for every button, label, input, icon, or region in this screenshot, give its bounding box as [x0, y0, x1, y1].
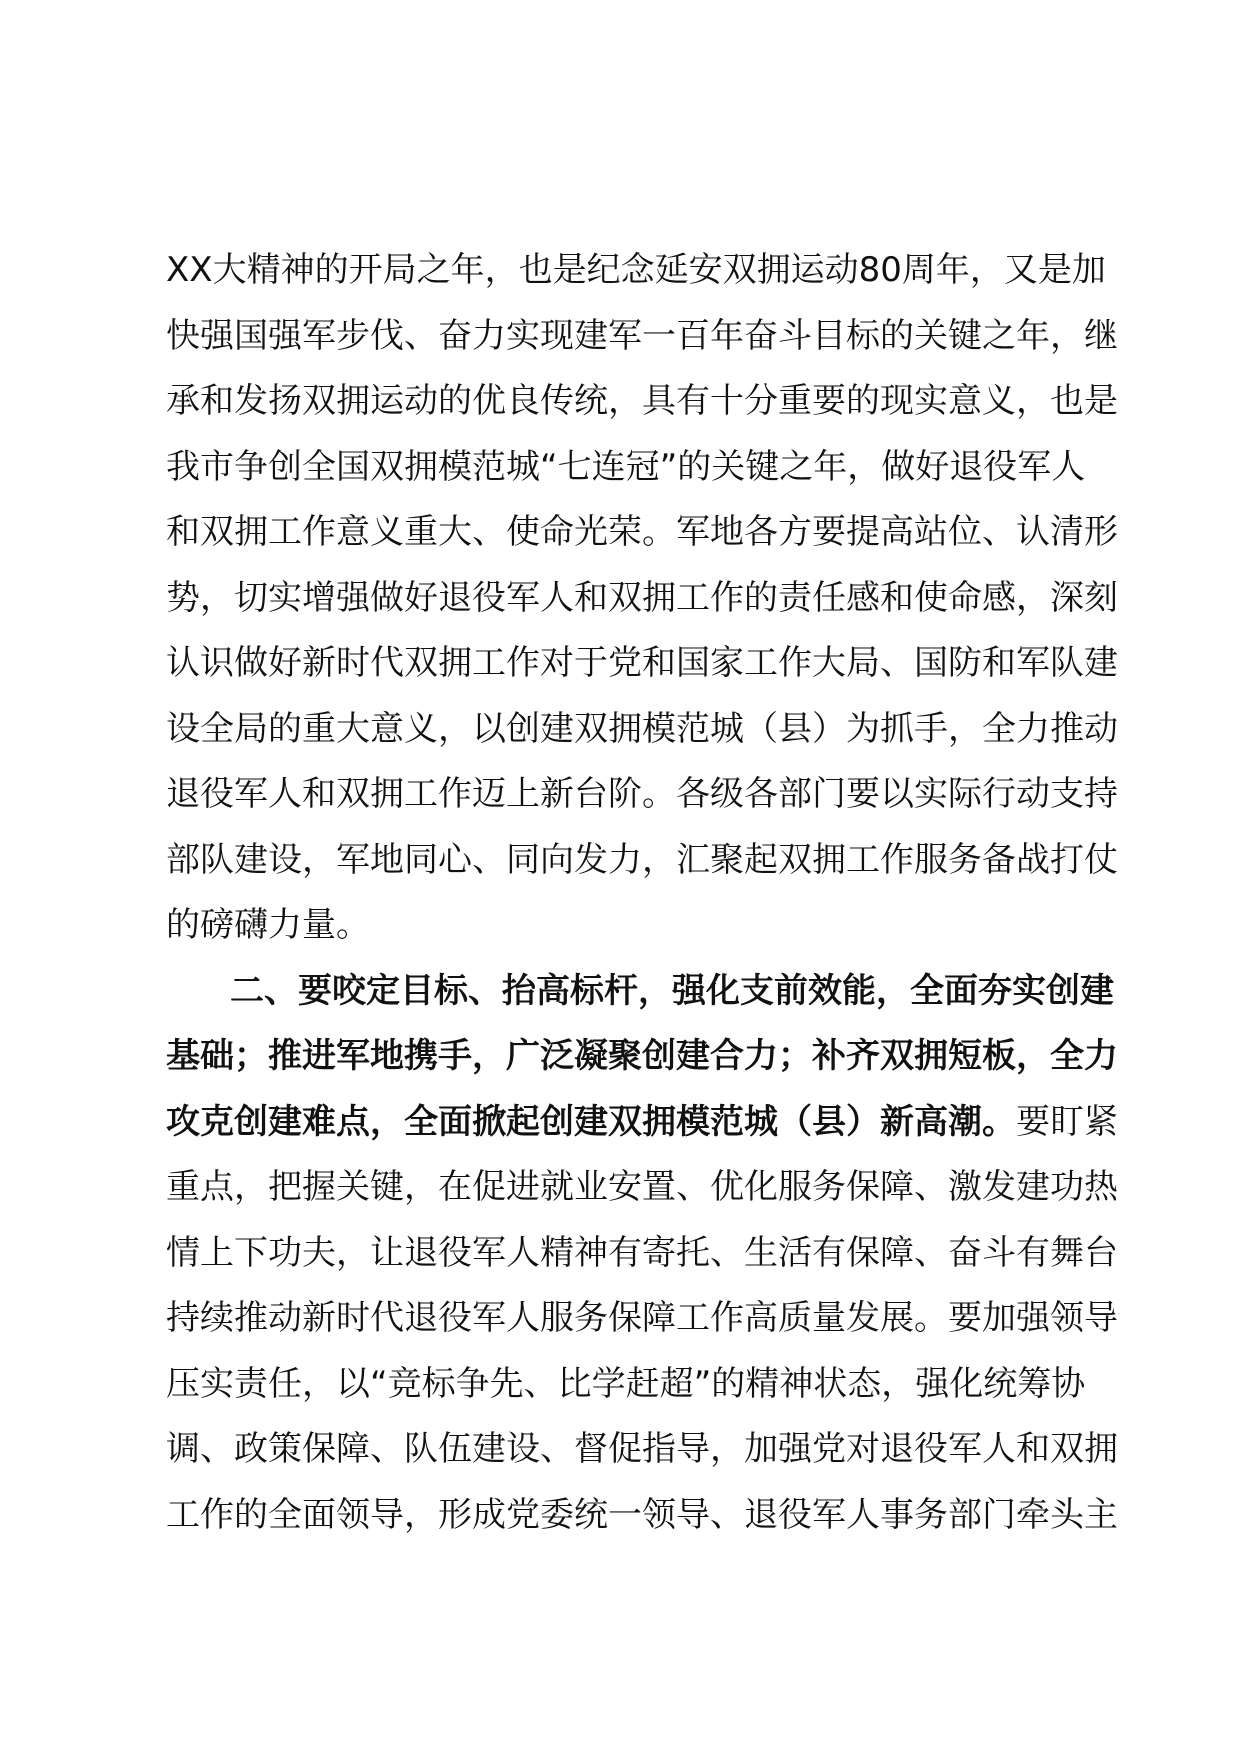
- text-line: 压实责任，以“竞标争先、比学赶超”的精神状态，强化统筹协: [166, 1363, 1086, 1404]
- text-line: 工作的全面领导，形成党委统一领导、退役军人事务部门牵头主: [166, 1494, 1118, 1535]
- section-heading-line: 基础；推进军地携手，广泛凝聚创建合力；补齐双拥短板，全力: [166, 1036, 1118, 1076]
- paragraph-continuation: [166, 238, 1118, 959]
- text-line: 调、政策保障、队伍建设、督促指导，加强党对退役军人和双拥: [166, 1429, 1118, 1469]
- text-line: [166, 1090, 1118, 1156]
- text-line: 重点，把握关键，在促进就业安置、优化服务保障、激发建功热: [166, 1167, 1118, 1207]
- section-heading-line: 二、要咬定目标、抬高标杆，强化支前效能，全面夯实创建: [230, 970, 1114, 1011]
- text-line: 势，切实增强做好退役军人和双拥工作的责任感和使命感，深刻: [166, 577, 1118, 618]
- text-line: 设全局的重大意义，以创建双拥模范城（县）为抓手，全力推动: [166, 708, 1118, 749]
- text-line: 认识做好新时代双拥工作对于党和国家工作大局、国防和军队建: [166, 643, 1118, 683]
- document-body: [166, 238, 1118, 1548]
- text-line: 承和发扬双拥运动的优良传统，具有十分重要的现实意义，也是: [166, 381, 1118, 421]
- section-heading-tail: 攻克创建难点，全面掀起创建双拥模范城（县）新高潮。: [166, 1101, 1016, 1142]
- text-line: 的磅礴力量。: [166, 905, 370, 945]
- text-line: 我市争创全国双拥模范城“七连冠”的关键之年，做好退役军人: [166, 446, 1086, 487]
- text-line: 快强国强军步伐、奋力实现建军一百年奋斗目标的关键之年，继: [166, 315, 1118, 356]
- text-line: 持续推动新时代退役军人服务保障工作高质量发展。要加强领导: [166, 1298, 1118, 1338]
- paragraph-section-two: [166, 959, 1118, 1549]
- text-line: XX大精神的开局之年，也是纪念延安双拥运动80周年，又是加: [166, 250, 1106, 290]
- text-line: 部队建设，军地同心、同向发力，汇聚起双拥工作服务备战打仗: [166, 839, 1118, 880]
- section-body-start: 要盯紧: [1016, 1101, 1118, 1142]
- text-line: 和双拥工作意义重大、使命光荣。军地各方要提高站位、认清形: [166, 512, 1118, 552]
- text-line: 情上下功夫，让退役军人精神有寄托、生活有保障、奋斗有舞台: [166, 1232, 1118, 1273]
- text-line: 退役军人和双拥工作迈上新台阶。各级各部门要以实际行动支持: [166, 774, 1118, 814]
